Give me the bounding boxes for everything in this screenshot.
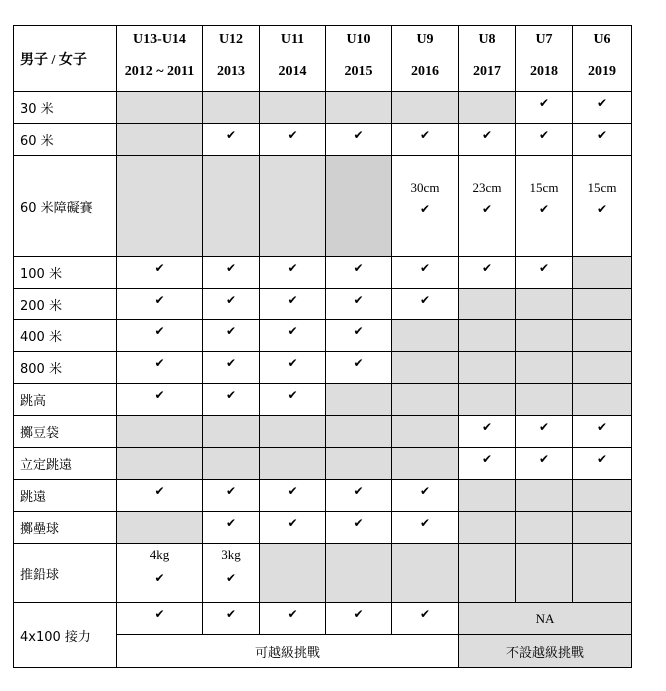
event-cell xyxy=(573,544,632,603)
header-corner: 男子 / 女子 xyxy=(14,26,117,92)
event-cell xyxy=(392,416,459,448)
event-cell xyxy=(260,416,326,448)
age-code: U11 xyxy=(280,32,305,47)
event-cell xyxy=(326,257,392,289)
birth-year: 2017 xyxy=(473,64,501,79)
event-cell xyxy=(203,512,260,544)
event-cell xyxy=(260,448,326,480)
spec-value: 4kg xyxy=(149,547,170,562)
event-cell xyxy=(326,92,392,124)
event-name: 跳高 xyxy=(14,384,117,416)
event-cell xyxy=(117,352,203,384)
event-cell xyxy=(260,156,326,257)
event-cell xyxy=(459,156,516,257)
event-cell xyxy=(573,512,632,544)
event-cell xyxy=(117,384,203,416)
event-cell xyxy=(573,352,632,384)
check-icon: ✔ xyxy=(225,516,237,530)
event-cell xyxy=(326,384,392,416)
event-cell xyxy=(326,352,392,384)
event-row xyxy=(14,352,632,384)
check-icon: ✔ xyxy=(287,324,298,338)
event-cell xyxy=(573,124,632,156)
event-cell xyxy=(326,124,392,156)
relay-cell xyxy=(326,603,392,635)
event-cell xyxy=(392,320,459,352)
event-cell xyxy=(459,480,516,512)
check-icon: ✔ xyxy=(225,324,237,338)
event-cell xyxy=(459,352,516,384)
event-cell xyxy=(459,257,516,289)
event-name: 4x100 接力 xyxy=(14,603,117,668)
event-cell xyxy=(516,257,573,289)
check-icon: ✔ xyxy=(353,516,364,530)
relay-cell xyxy=(392,603,459,635)
event-cell xyxy=(117,289,203,320)
event-cell xyxy=(203,480,260,512)
event-cell xyxy=(516,124,573,156)
check-icon: ✔ xyxy=(481,261,493,275)
event-cell xyxy=(260,124,326,156)
event-cell xyxy=(392,480,459,512)
event-cell xyxy=(573,448,632,480)
event-name: 60 米 xyxy=(14,124,117,156)
event-cell xyxy=(203,289,260,320)
event-cell xyxy=(326,544,392,603)
check-icon: ✔ xyxy=(419,261,431,275)
check-icon: ✔ xyxy=(287,388,298,402)
header-u9 xyxy=(392,26,459,92)
event-cell xyxy=(516,416,573,448)
event-cell xyxy=(516,352,573,384)
birth-year: 2013 xyxy=(217,64,245,79)
birth-year: 2012 ~ 2011 xyxy=(124,64,195,79)
event-cell xyxy=(117,512,203,544)
age-code: U10 xyxy=(346,32,371,47)
event-cell xyxy=(203,384,260,416)
check-icon: ✔ xyxy=(419,607,431,621)
age-code: U8 xyxy=(478,32,496,47)
check-icon: ✔ xyxy=(287,128,298,142)
check-icon: ✔ xyxy=(225,293,237,307)
event-name: 推鉛球 xyxy=(14,544,117,603)
check-icon: ✔ xyxy=(353,128,364,142)
birth-year: 2016 xyxy=(411,64,439,79)
event-cell xyxy=(326,416,392,448)
event-cell xyxy=(326,320,392,352)
event-cell xyxy=(260,320,326,352)
spec-value: 3kg xyxy=(221,547,241,562)
spec-value: 30cm xyxy=(410,180,440,195)
relay-row xyxy=(14,603,632,635)
event-cell xyxy=(459,289,516,320)
table-body xyxy=(14,92,632,668)
check-icon: ✔ xyxy=(596,202,608,216)
event-cell xyxy=(260,92,326,124)
age-code: U7 xyxy=(535,32,553,47)
event-name: 60 米障礙賽 xyxy=(14,156,117,257)
event-cell xyxy=(203,320,260,352)
event-cell xyxy=(573,156,632,257)
event-cell xyxy=(117,124,203,156)
event-cell xyxy=(203,257,260,289)
check-icon: ✔ xyxy=(538,96,550,110)
check-icon: ✔ xyxy=(596,96,608,110)
event-cell xyxy=(392,384,459,416)
footer-can-challenge: 可越級挑戰 xyxy=(117,635,459,668)
header-u7 xyxy=(516,26,573,92)
spec-value: 23cm xyxy=(472,180,502,195)
spec-value: 15cm xyxy=(529,180,559,195)
check-icon: ✔ xyxy=(225,388,237,402)
event-cell xyxy=(117,448,203,480)
header-u6 xyxy=(573,26,632,92)
check-icon: ✔ xyxy=(596,128,608,142)
check-icon: ✔ xyxy=(154,356,165,370)
event-row xyxy=(14,124,632,156)
event-cell xyxy=(459,320,516,352)
event-cell xyxy=(203,124,260,156)
check-icon: ✔ xyxy=(353,356,364,370)
event-name: 立定跳遠 xyxy=(14,448,117,480)
check-icon: ✔ xyxy=(225,261,237,275)
check-icon: ✔ xyxy=(353,607,364,621)
event-name: 擲壘球 xyxy=(14,512,117,544)
event-cell xyxy=(516,512,573,544)
event-cell xyxy=(326,448,392,480)
event-cell xyxy=(392,257,459,289)
header-u11 xyxy=(260,26,326,92)
age-code: U13-U14 xyxy=(133,32,186,47)
check-icon: ✔ xyxy=(353,324,364,338)
event-cell xyxy=(260,257,326,289)
event-row xyxy=(14,512,632,544)
event-cell xyxy=(203,156,260,257)
header-u8 xyxy=(459,26,516,92)
spec-value: 15cm xyxy=(587,180,617,195)
check-icon: ✔ xyxy=(225,484,237,498)
event-name: 100 米 xyxy=(14,257,117,289)
event-cell xyxy=(392,289,459,320)
check-icon: ✔ xyxy=(154,484,165,498)
event-cell xyxy=(117,544,203,603)
event-cell xyxy=(516,448,573,480)
event-cell xyxy=(459,448,516,480)
event-name: 800 米 xyxy=(14,352,117,384)
events-age-group-table xyxy=(13,25,632,668)
event-cell xyxy=(203,92,260,124)
event-name: 400 米 xyxy=(14,320,117,352)
relay-cell xyxy=(203,603,260,635)
event-cell xyxy=(203,352,260,384)
event-cell xyxy=(117,416,203,448)
event-row xyxy=(14,289,632,320)
event-name: 擲豆袋 xyxy=(14,416,117,448)
event-cell xyxy=(573,320,632,352)
check-icon: ✔ xyxy=(287,293,298,307)
event-cell xyxy=(392,92,459,124)
event-cell xyxy=(516,156,573,257)
check-icon: ✔ xyxy=(154,293,165,307)
event-cell xyxy=(260,384,326,416)
check-icon: ✔ xyxy=(481,420,493,434)
header-row xyxy=(14,26,632,92)
event-cell xyxy=(459,124,516,156)
event-cell xyxy=(117,92,203,124)
event-cell xyxy=(573,480,632,512)
relay-na: NA xyxy=(459,603,632,635)
check-icon: ✔ xyxy=(353,293,364,307)
check-icon: ✔ xyxy=(287,261,298,275)
check-icon: ✔ xyxy=(419,484,431,498)
birth-year: 2014 xyxy=(278,64,307,79)
check-icon: ✔ xyxy=(225,607,237,621)
check-icon: ✔ xyxy=(419,516,431,530)
check-icon: ✔ xyxy=(154,607,165,621)
event-row xyxy=(14,384,632,416)
check-icon: ✔ xyxy=(353,484,364,498)
event-cell xyxy=(326,156,392,257)
check-icon: ✔ xyxy=(538,202,550,216)
event-cell xyxy=(117,156,203,257)
check-icon: ✔ xyxy=(287,607,298,621)
age-code: U12 xyxy=(218,32,244,47)
event-cell xyxy=(117,480,203,512)
check-icon: ✔ xyxy=(419,202,431,216)
event-cell xyxy=(326,512,392,544)
check-icon: ✔ xyxy=(225,128,237,142)
event-cell xyxy=(573,384,632,416)
birth-year: 2015 xyxy=(344,64,373,79)
check-icon: ✔ xyxy=(596,452,608,466)
check-icon: ✔ xyxy=(538,261,550,275)
check-icon: ✔ xyxy=(481,128,493,142)
check-icon: ✔ xyxy=(596,420,608,434)
event-cell xyxy=(117,257,203,289)
event-cell xyxy=(573,289,632,320)
event-cell xyxy=(260,289,326,320)
event-row xyxy=(14,544,632,603)
event-cell xyxy=(392,156,459,257)
event-cell xyxy=(203,416,260,448)
age-code: U6 xyxy=(593,32,611,47)
event-row xyxy=(14,320,632,352)
event-name: 30 米 xyxy=(14,92,117,124)
event-cell xyxy=(516,384,573,416)
header-u12 xyxy=(203,26,260,92)
event-cell xyxy=(392,124,459,156)
event-cell xyxy=(459,384,516,416)
header-u13-u14 xyxy=(117,26,203,92)
event-cell xyxy=(392,448,459,480)
event-cell xyxy=(260,352,326,384)
check-icon: ✔ xyxy=(154,388,165,402)
check-icon: ✔ xyxy=(419,293,431,307)
event-cell xyxy=(573,416,632,448)
event-cell xyxy=(117,320,203,352)
check-icon: ✔ xyxy=(538,420,550,434)
event-cell xyxy=(516,320,573,352)
event-name: 200 米 xyxy=(14,289,117,320)
event-cell xyxy=(392,352,459,384)
check-icon: ✔ xyxy=(225,571,237,585)
check-icon: ✔ xyxy=(287,516,298,530)
event-cell xyxy=(516,480,573,512)
event-name: 跳遠 xyxy=(14,480,117,512)
event-cell xyxy=(392,544,459,603)
event-cell xyxy=(516,92,573,124)
event-cell xyxy=(459,416,516,448)
relay-cell xyxy=(260,603,326,635)
event-cell xyxy=(326,480,392,512)
event-cell xyxy=(573,257,632,289)
event-cell xyxy=(203,544,260,603)
event-row xyxy=(14,480,632,512)
event-cell xyxy=(459,512,516,544)
check-icon: ✔ xyxy=(481,452,493,466)
check-icon: ✔ xyxy=(154,261,165,275)
event-row xyxy=(14,448,632,480)
event-row xyxy=(14,156,632,257)
event-cell xyxy=(392,512,459,544)
event-cell xyxy=(573,92,632,124)
check-icon: ✔ xyxy=(225,356,237,370)
event-cell xyxy=(326,289,392,320)
event-cell xyxy=(260,512,326,544)
birth-year: 2019 xyxy=(588,64,616,79)
check-icon: ✔ xyxy=(154,324,165,338)
event-cell xyxy=(516,544,573,603)
relay-cell xyxy=(117,603,203,635)
event-cell xyxy=(260,544,326,603)
check-icon: ✔ xyxy=(538,128,550,142)
event-cell xyxy=(203,448,260,480)
check-icon: ✔ xyxy=(419,128,431,142)
check-icon: ✔ xyxy=(481,202,493,216)
check-icon: ✔ xyxy=(538,452,550,466)
check-icon: ✔ xyxy=(287,356,298,370)
event-cell xyxy=(260,480,326,512)
event-row xyxy=(14,92,632,124)
birth-year: 2018 xyxy=(530,64,558,79)
age-code: U9 xyxy=(416,32,434,47)
event-row xyxy=(14,416,632,448)
check-icon: ✔ xyxy=(287,484,298,498)
event-cell xyxy=(459,92,516,124)
check-icon: ✔ xyxy=(353,261,364,275)
header-u10 xyxy=(326,26,392,92)
event-cell xyxy=(459,544,516,603)
event-row xyxy=(14,257,632,289)
check-icon: ✔ xyxy=(154,571,165,585)
footer-no-challenge: 不設越級挑戰 xyxy=(459,635,632,668)
event-cell xyxy=(516,289,573,320)
